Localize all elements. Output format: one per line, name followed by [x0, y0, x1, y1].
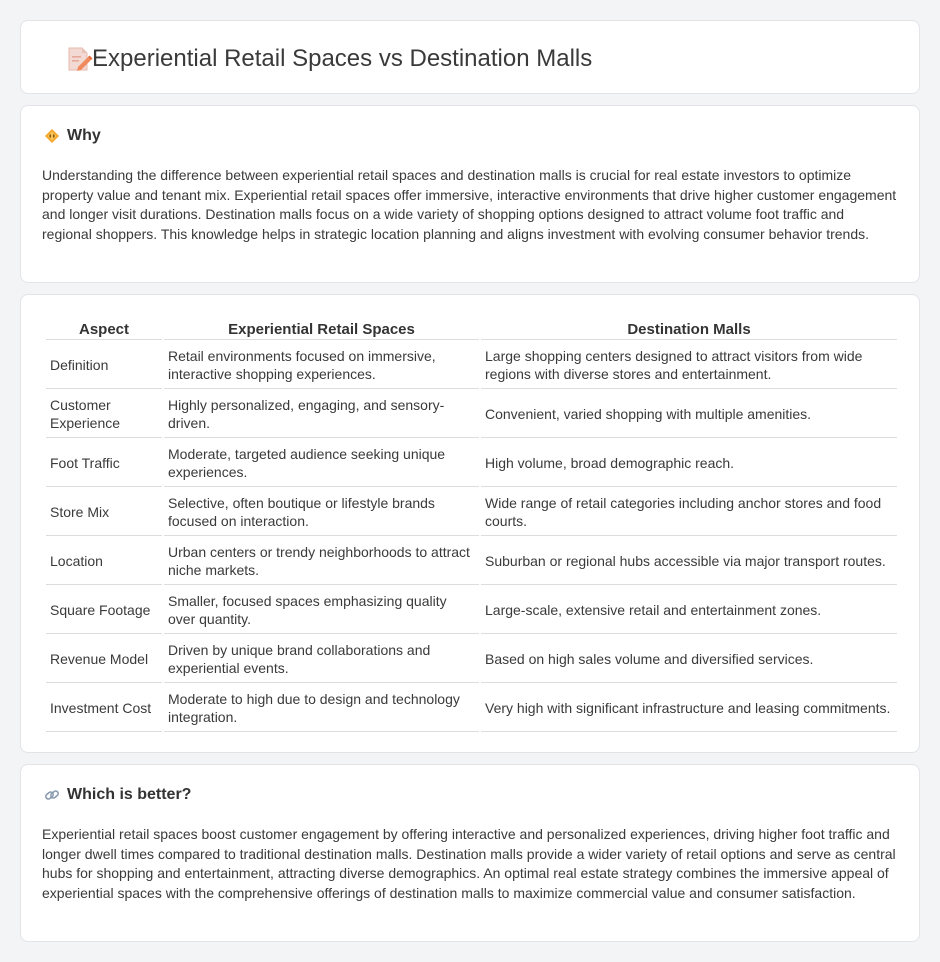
cell-destination: Based on high sales volume and diversified services. — [481, 636, 897, 683]
diamond-sign-icon — [44, 128, 60, 144]
which-section — [20, 764, 920, 942]
page-title: Experiential Retail Spaces vs Destination Malls — [92, 45, 593, 72]
table-row — [46, 538, 897, 585]
which-heading: Which is better? — [67, 786, 192, 803]
comparison-table — [44, 316, 899, 734]
cell-destination: Very high with significant infrastructure and leasing commitments. — [481, 685, 897, 732]
cell-aspect: Investment Cost — [46, 685, 162, 732]
why-section — [20, 105, 920, 283]
which-heading-row — [44, 786, 191, 804]
cell-aspect: Foot Traffic — [46, 440, 162, 487]
table-row — [46, 587, 897, 634]
link-icon — [44, 787, 60, 803]
cell-experiential: Driven by unique brand collaborations and experiential events. — [164, 636, 479, 683]
why-heading-row — [44, 127, 101, 145]
header-experiential: Experiential Retail Spaces — [164, 318, 479, 340]
table-row — [46, 391, 897, 438]
cell-destination: High volume, broad demographic reach. — [481, 440, 897, 487]
cell-experiential: Smaller, focused spaces emphasizing quality over quantity. — [164, 587, 479, 634]
header-aspect: Aspect — [46, 318, 162, 340]
cell-experiential: Moderate, targeted audience seeking unique experiences. — [164, 440, 479, 487]
cell-experiential: Highly personalized, engaging, and sensory-driven. — [164, 391, 479, 438]
table-row — [46, 636, 897, 683]
table-row — [46, 342, 897, 389]
cell-aspect: Revenue Model — [46, 636, 162, 683]
cell-aspect: Square Footage — [46, 587, 162, 634]
table-row — [46, 489, 897, 536]
cell-experiential: Moderate to high due to design and technology integration. — [164, 685, 479, 732]
cell-destination: Large-scale, extensive retail and entertainment zones. — [481, 587, 897, 634]
header-destination: Destination Malls — [481, 318, 897, 340]
cell-aspect: Store Mix — [46, 489, 162, 536]
cell-aspect: Location — [46, 538, 162, 585]
cell-experiential: Urban centers or trendy neighborhoods to attract niche markets. — [164, 538, 479, 585]
cell-destination: Convenient, varied shopping with multiple amenities. — [481, 391, 897, 438]
cell-destination: Suburban or regional hubs accessible via major transport routes. — [481, 538, 897, 585]
table-row — [46, 685, 897, 732]
document-pencil-icon — [65, 45, 95, 73]
which-text: Experiential retail spaces boost customer engagement by offering interactive and personalized experiences, driving higher foot traffic and longer dwell times compared to traditional destination malls. Destination malls provide a wider variety of retail options and serve as central hubs for shopping and entertainment, attracting diverse demographics. An optimal real estate strategy combines the immersive appeal of experiential spaces with the comprehensive offerings of destination malls to maximize commercial value and consumer satisfaction. — [42, 826, 896, 901]
cell-aspect: Customer Experience — [46, 391, 162, 438]
table-header-row — [46, 318, 897, 340]
table-row — [46, 440, 897, 487]
title-card — [20, 20, 920, 94]
cell-destination: Large shopping centers designed to attract visitors from wide regions with diverse stores and entertainment. — [481, 342, 897, 389]
cell-aspect: Definition — [46, 342, 162, 389]
comparison-card — [20, 294, 920, 753]
cell-experiential: Selective, often boutique or lifestyle brands focused on interaction. — [164, 489, 479, 536]
cell-experiential: Retail environments focused on immersive, interactive shopping experiences. — [164, 342, 479, 389]
cell-destination: Wide range of retail categories including anchor stores and food courts. — [481, 489, 897, 536]
why-heading: Why — [67, 127, 101, 144]
why-text: Understanding the difference between experiential retail spaces and destination malls is crucial for real estate investors to optimize property value and tenant mix. Experiential retail spaces offer immersive, interactive environments that drive higher customer engagement and longer visit durations. Destination malls focus on a wide variety of shopping options designed to attract volume foot traffic and regional shoppers. This knowledge helps in strategic location planning and aligns investment with evolving consumer behavior trends. — [42, 167, 897, 242]
